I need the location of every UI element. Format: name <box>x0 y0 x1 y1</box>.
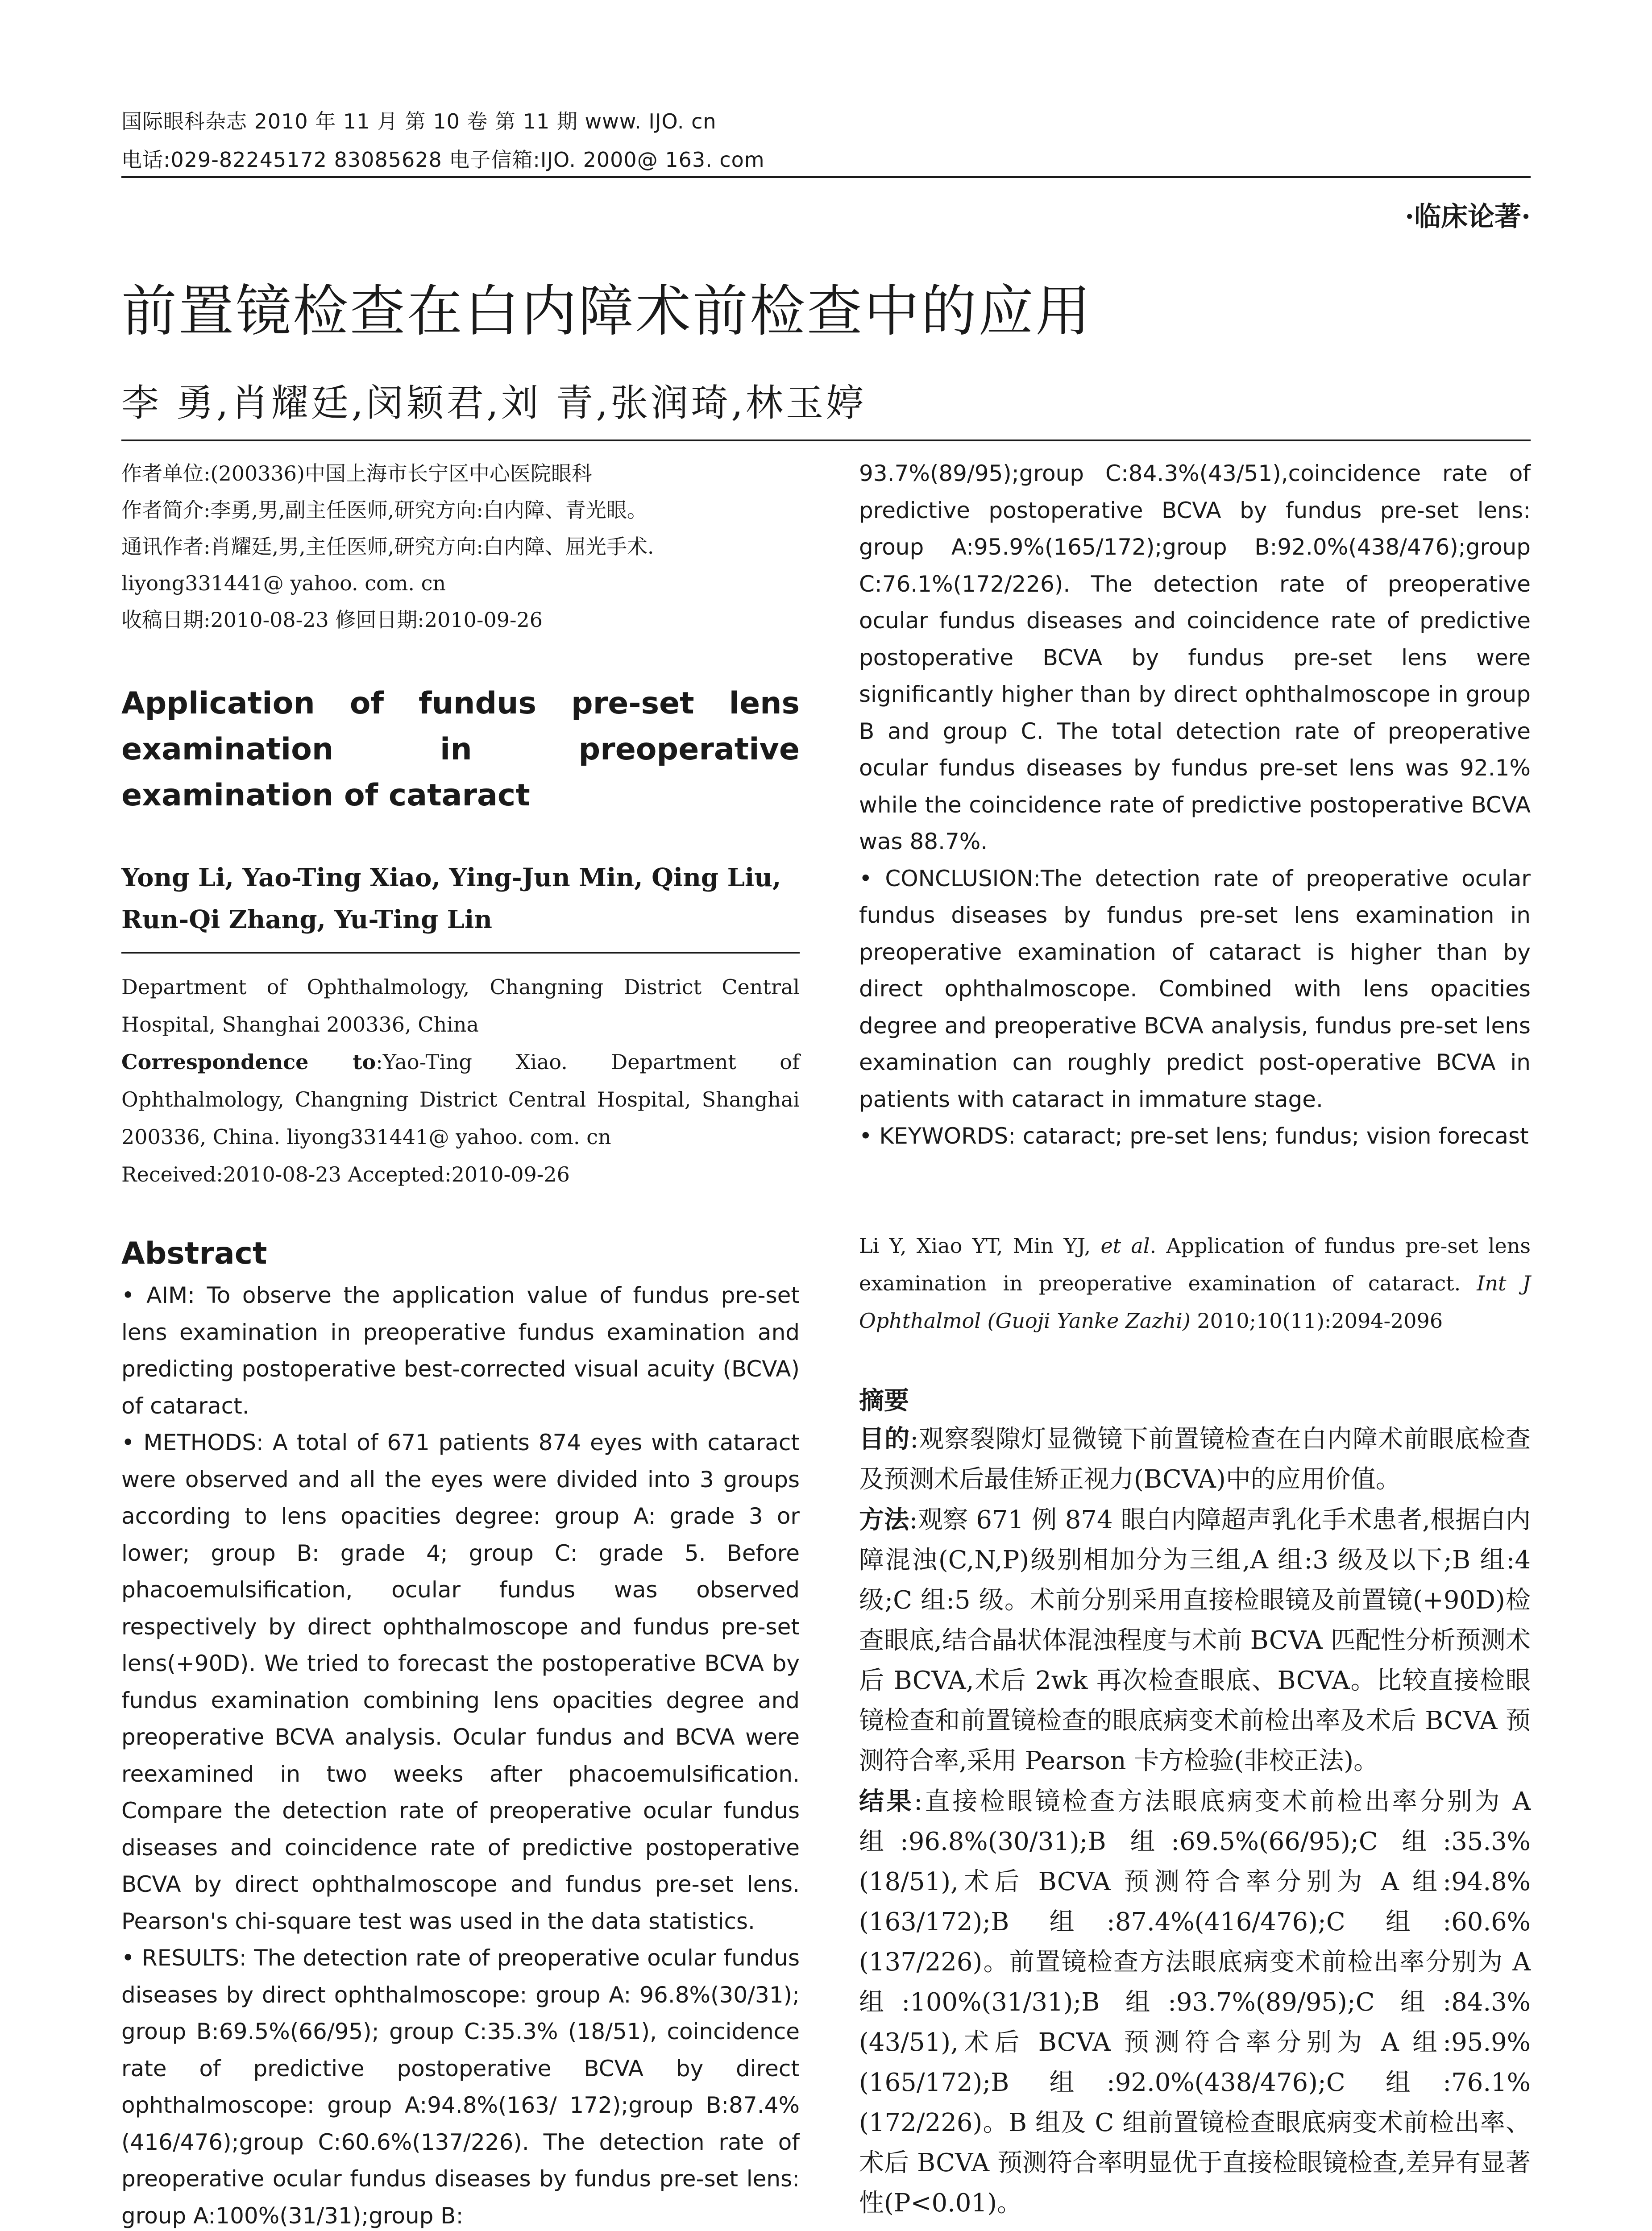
citation <box>859 1227 1531 1339</box>
authors-cn: 李 勇,肖耀廷,闵颖君,刘 青,张润琦,林玉婷 <box>121 381 866 425</box>
correspondence-text: :Yao-Ting Xiao. Department of Ophthalmology, Changning District Central Hospital, Shanghai 200336, China. liyong331441@ yahoo. com. cn <box>121 1050 800 1149</box>
abstract-cn-aim-label: 目的 <box>859 1424 910 1454</box>
journal-header-line2: 电话:029-82245172 83085628 电子信箱:IJO. 2000@ 163. com <box>121 148 765 172</box>
citation-etal: et al <box>1100 1234 1150 1258</box>
abstract-cn-aim <box>859 1419 1531 1500</box>
abstract-keywords: • KEYWORDS: cataract; pre-set lens; fundus; vision forecast <box>859 1123 1529 1149</box>
affiliation-block <box>121 968 800 1193</box>
citation-volume: 2010;10(11):2094-2096 <box>1190 1309 1443 1333</box>
header-rule <box>121 176 1531 178</box>
author-info <box>121 455 800 638</box>
abstract-results-part1: • RESULTS: The detection rate of preoperative ocular fundus diseases by direct ophthalmoscope: group A: 96.8%(30/31); group B:69.5%(66/95); group C:35.3% (18/51), coincidence rate of predictive postoperative BCVA by direct ophthalmoscope: group A:94.8%(163/ 172);group B:87.4%(416/476);group C:60.6%(137/226). The detection rate of preoperative ocular fundus diseases by fundus pre-set lens: group A:100%(31/31);group B: <box>121 1945 800 2229</box>
abstract-aim: • AIM: To observe the application value of fundus pre-set lens examination in preoperative fundus examination and predicting postoperative best-corrected visual acuity (BCVA) of cataract. <box>121 1282 800 1419</box>
section-tag: ·临床论著· <box>1405 201 1531 232</box>
abstract-results-part2: 93.7%(89/95);group C:84.3%(43/51),coincidence rate of predictive postoperative BCVA by fundus pre-set lens: group A:95.9%(165/172);group B:92.0%(438/476);group C:76.1%(172/226). The detection rate of preoperative ocular fundus diseases and coincidence rate of predictive postoperative BCVA by fundus pre-set lens were significantly higher than by direct ophthalmoscope in group B and group C. The total detection rate of preoperative ocular fundus diseases by fundus pre-set lens was 92.1% while the coincidence rate of predictive postoperative BCVA was 88.7%. <box>859 460 1531 854</box>
article-title: 前置镜检查在白内障术前检查中的应用 <box>121 279 1093 344</box>
abstract-conclusion: • CONCLUSION:The detection rate of preoperative ocular fundus diseases by fundus pre-set lens examination in preoperative examination of cataract is higher than by direct ophthalmoscope. Combined with lens opacities degree and preoperative BCVA analysis, fundus pre-set lens examination can roughly predict post-operative BCVA in patients with cataract in immature stage. <box>859 865 1531 1112</box>
received-accepted: Received:2010-08-23 Accepted:2010-09-26 <box>121 1162 570 1186</box>
correspondence <box>121 1043 800 1156</box>
abstract-en-right <box>859 455 1531 1155</box>
abstract-methods: • METHODS: A total of 671 patients 874 eyes with cataract were observed and all the eyes were divided into 3 groups according to lens opacities degree: group A: grade 3 or lower; group B: grade 4; group C: grade 5. Before phacoemulsification, ocular fundus was observed respectively by direct ophthalmoscope and fundus pre-set lens(+90D). We tried to forecast the postoperative BCVA by fundus examination combining lens opacities degree and preoperative BCVA analysis. Ocular fundus and BCVA were reexamined in two weeks after phacoemulsification. Compare the detection rate of preoperative ocular fundus diseases and coincidence rate of predictive postoperative BCVA by direct ophthalmoscope and fundus pre-set lens. Pearson's chi-square test was used in the data statistics. <box>121 1430 800 1934</box>
abstract-cn-methods-label: 方法 <box>859 1505 909 1534</box>
dates-cn: 收稿日期:2010-08-23 修回日期:2010-09-26 <box>121 608 543 632</box>
abstract-cn-methods-text: :观察 671 例 874 眼白内障超声乳化手术患者,根据白内障混浊(C,N,P)级别相加分为三组,A 组:3 级及以下;B 组:4 级;C 组:5 级。术前分别采用直接检眼镜及前置镜(+90D)检查眼底,结合晶状体混浊程度与术前 BCVA 匹配性分析预测术后 BCVA,术后 2wk 再次检查眼底、BCVA。比较直接检眼镜检查和前置镜检查的眼底病变术前检出率及术后 BCVA 预测符合率,采用 Pearson 卡方检验(非校正法)。 <box>859 1505 1531 1775</box>
journal-header-line1: 国际眼科杂志 2010 年 11 月 第 10 卷 第 11 期 www. IJO. cn <box>121 109 717 133</box>
author-affiliation-cn: 作者单位:(200336)中国上海市长宁区中心医院眼科 <box>121 461 592 485</box>
abstract-cn-methods <box>859 1500 1531 1781</box>
english-authors: Yong Li, Yao-Ting Xiao, Ying-Jun Min, Qing Liu, Run-Qi Zhang, Yu-Ting Lin <box>121 863 781 934</box>
abstract-cn-heading: 摘要 <box>859 1386 909 1415</box>
abstract-cn-aim-text: :观察裂隙灯显微镜下前置镜检查在白内障术前眼底检查及预测术后最佳矫正视力(BCVA)中的应用价值。 <box>859 1425 1531 1494</box>
citation-title: . Application of fundus pre-set lens examination in preoperative examination of cataract. <box>859 1234 1531 1295</box>
corresponding-email: liyong331441@ yahoo. com. cn <box>121 571 446 595</box>
abstract-cn-results-text: :直接检眼镜检查方法眼底病变术前检出率分别为 A 组:96.8%(30/31);B 组:69.5%(66/95);C 组:35.3%(18/51),术后 BCVA 预测符合率分别为 A 组:94.8%(163/172);B 组:87.4%(416/476);C 组:60.6%(137/226)。前置镜检查方法眼底病变术前检出率分别为 A 组:100%(31/31);B 组:93.7%(89/95);C 组:84.3%(43/51),术后 BCVA 预测符合率分别为 A 组:95.9%(165/172);B 组:92.0%(438/476);C 组:76.1%(172/226)。B 组及 C 组前置镜检查眼底病变术前检出率、术后 BCVA 预测符合率明显优于直接检眼镜检查,差异有显著性(P<0.01)。 <box>859 1787 1531 2218</box>
correspondence-label: Correspondence to <box>121 1050 376 1074</box>
abstract-cn-body <box>859 1419 1531 2223</box>
corresponding-author-cn: 通讯作者:肖耀廷,男,主任医师,研究方向:白内障、屈光手术. <box>121 535 654 559</box>
citation-journal: Int J Ophthalmol (Guoji Yanke Zazhi) <box>859 1271 1531 1333</box>
affiliation-en: Department of Ophthalmology, Changning District Central Hospital, Shanghai 200336, China <box>121 975 800 1037</box>
title-rule <box>121 440 1531 441</box>
citation-authors: Li Y, Xiao YT, Min YJ, <box>859 1234 1101 1258</box>
author-bio-cn: 作者简介:李勇,男,副主任医师,研究方向:白内障、青光眼。 <box>121 498 648 522</box>
english-title: Application of fundus pre-set lens examination in preoperative examination of cataract <box>121 686 800 813</box>
abstract-cn-results-label: 结果 <box>859 1787 914 1816</box>
authors-rule <box>121 952 800 954</box>
abstract-cn-results <box>859 1781 1531 2223</box>
abstract-heading: Abstract <box>121 1236 267 1271</box>
abstract-en-left <box>121 1277 800 2231</box>
